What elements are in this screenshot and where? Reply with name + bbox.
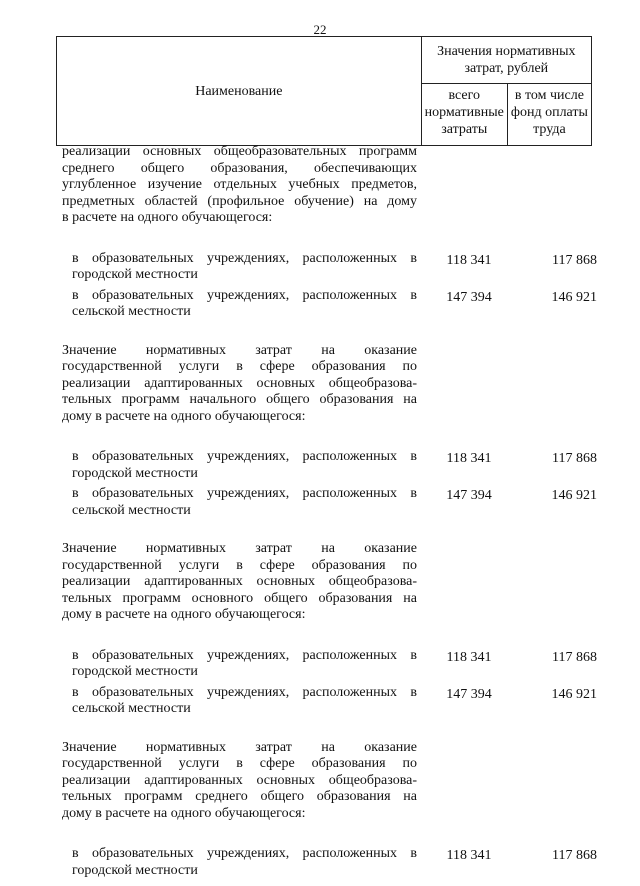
- row-label-line: в образовательных учреждениях, расположенных в: [72, 684, 417, 700]
- row-label-line: в образовательных учреждениях, расположенных в: [72, 486, 417, 501]
- row-label-line: сельской местности: [72, 701, 191, 716]
- table-row: [62, 449, 602, 482]
- section-intro: [62, 343, 602, 426]
- table-row: [62, 685, 602, 718]
- intro-line: дому в расчете на одного обучающегося:: [62, 408, 306, 424]
- wage-fund-value: 117 868: [552, 649, 597, 665]
- wage-fund-value: 117 868: [552, 451, 597, 466]
- row-label-line: сельской местности: [72, 304, 191, 319]
- wage-fund-value: 146 921: [551, 289, 597, 305]
- row-label-line: городской местности: [72, 267, 198, 282]
- table-row: [62, 846, 602, 879]
- intro-line: тельных программ начального общего образования на: [62, 392, 417, 407]
- row-label-line: городской местности: [72, 862, 198, 878]
- intro-line: среднего общего образования, обеспечивающих: [62, 160, 417, 176]
- intro-line: Значение нормативных затрат на оказание: [62, 541, 417, 556]
- fund-header-line-1: в том числе: [514, 88, 584, 103]
- intro-line: Значение нормативных затрат на оказание: [62, 342, 417, 358]
- total-header-line-2: нормативные: [424, 105, 504, 120]
- total-cost-value: 147 394: [446, 289, 492, 305]
- row-label-line: в образовательных учреждениях, расположенных в: [72, 250, 417, 266]
- intro-line: Значение нормативных затрат на оказание: [62, 739, 417, 755]
- total-cost-value: 118 341: [446, 252, 492, 268]
- intro-line: предметных областей (профильное обучение) на дому: [62, 193, 417, 209]
- table-header: [56, 36, 592, 146]
- intro-line: государственной услуги в сфере образования по: [62, 756, 417, 771]
- intro-line: в расчете на одного обучающегося:: [62, 210, 273, 225]
- intro-line: реализации адаптированных основных общеобразова-: [62, 772, 417, 788]
- intro-line: реализации адаптированных основных общеобразова-: [62, 574, 417, 589]
- intro-line: дому в расчете на одного обучающегося:: [62, 805, 306, 821]
- total-column-header: [421, 84, 507, 146]
- total-cost-value: 147 394: [446, 488, 492, 503]
- intro-line: дому в расчете на одного обучающегося:: [62, 607, 306, 622]
- values-group-line-1: Значения нормативных: [437, 44, 576, 59]
- wage-fund-value: 117 868: [552, 252, 597, 268]
- intro-line: тельных программ среднего общего образования на: [62, 789, 417, 804]
- row-label-line: городской местности: [72, 465, 198, 481]
- fund-header-line-2: фонд оплаты: [510, 105, 588, 120]
- section-intro: [62, 144, 602, 227]
- section-intro: [62, 740, 602, 823]
- total-cost-value: 147 394: [446, 686, 492, 702]
- wage-fund-value: 146 921: [551, 686, 597, 702]
- values-group-header: [421, 37, 591, 84]
- row-label-line: в образовательных учреждениях, расположенных в: [72, 449, 417, 464]
- name-column-header: Наименование: [57, 37, 422, 146]
- row-label-line: в образовательных учреждениях, расположенных в: [72, 846, 417, 861]
- total-cost-value: 118 341: [446, 451, 492, 466]
- wage-fund-value: 117 868: [552, 848, 597, 863]
- row-label-line: в образовательных учреждениях, расположенных в: [72, 647, 417, 663]
- total-cost-value: 118 341: [446, 848, 492, 863]
- table-row: [62, 251, 602, 284]
- row-label-line: в образовательных учреждениях, расположенных в: [72, 287, 417, 303]
- row-label-line: сельской местности: [72, 502, 191, 518]
- fund-column-header: [507, 84, 591, 146]
- table-row: [62, 486, 602, 519]
- intro-line: государственной услуги в сфере образования по: [62, 557, 417, 573]
- table-row: [62, 288, 602, 321]
- total-header-line-3: затраты: [441, 122, 488, 137]
- fund-header-line-3: труда: [533, 122, 566, 137]
- intro-line: реализации основных общеобразовательных программ: [62, 144, 417, 159]
- table-row: [62, 648, 602, 681]
- section-intro: [62, 541, 602, 624]
- total-cost-value: 118 341: [446, 649, 492, 665]
- wage-fund-value: 146 921: [551, 488, 597, 503]
- table-body: [62, 144, 602, 879]
- intro-line: государственной услуги в сфере образования по: [62, 359, 417, 374]
- intro-line: тельных программ основного общего образования на: [62, 590, 417, 606]
- intro-line: углубленное изучение отдельных учебных предметов,: [62, 177, 417, 192]
- page-number: 22: [313, 22, 327, 37]
- values-group-line-2: затрат, рублей: [464, 61, 549, 76]
- row-label-line: городской местности: [72, 664, 198, 679]
- total-header-line-1: всего: [448, 88, 481, 103]
- intro-line: реализации адаптированных основных общеобразова-: [62, 375, 417, 391]
